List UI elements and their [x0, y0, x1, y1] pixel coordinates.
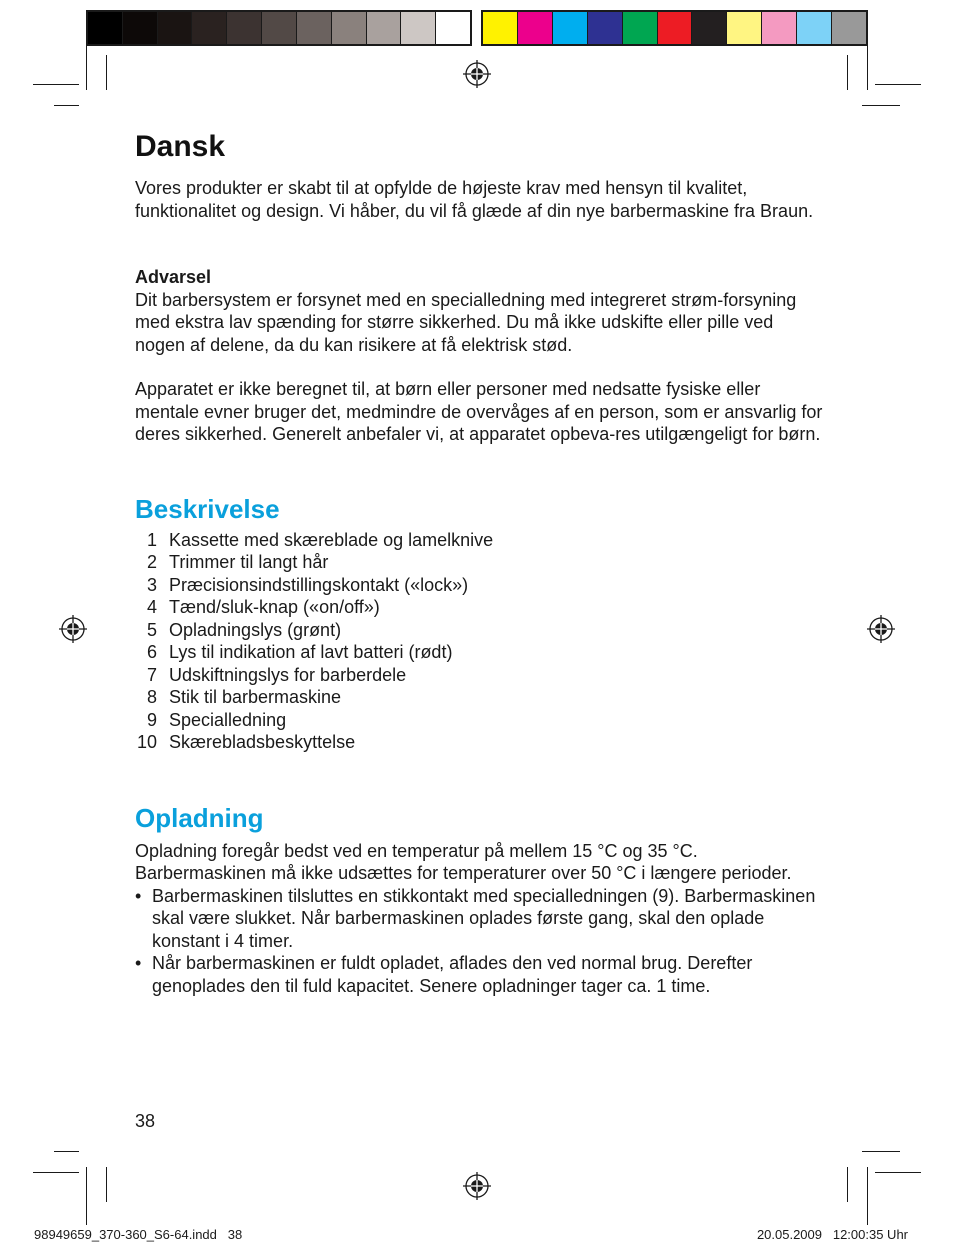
parts-list — [135, 529, 825, 754]
color-swatch — [762, 12, 797, 44]
warning-paragraph: Dit barbersystem er forsynet med en specialledning med integreret strøm-forsyning med ekstra lav spænding for større sikkerhed. Du må ikke udskifte eller pille ved nogen af delene, da du kan risikere at få elektrisk stød. — [135, 289, 797, 355]
list-item — [135, 574, 825, 597]
page-number: 38 — [135, 1111, 156, 1131]
list-item — [135, 551, 825, 574]
charging-heading: Opladning — [135, 802, 264, 833]
color-swatch — [436, 12, 470, 44]
crop-mark — [106, 55, 107, 90]
item-text: Opladningslys (grønt) — [169, 619, 342, 640]
color-swatch — [832, 12, 866, 44]
item-number: 1 — [146, 529, 157, 550]
item-number: 4 — [146, 597, 157, 617]
color-swatch — [588, 12, 623, 44]
children-warning-paragraph: Apparatet er ikke beregnet til, at børn eller personer med nedsatte fysiske eller mentale evner bruger det, medmindre de overvåges af en person, som er ansvarlig for deres sikkerhed. Generelt anbefaler vi, at apparatet opbeva-res utilgængeligt for børn. — [135, 379, 823, 444]
registration-mark-icon — [58, 614, 88, 644]
color-swatch — [192, 12, 227, 44]
color-swatch — [483, 12, 518, 44]
color-swatch — [367, 12, 402, 44]
color-swatch — [158, 12, 193, 44]
description-heading: Beskrivelse — [135, 493, 280, 524]
color-swatch — [297, 12, 332, 44]
color-swatch — [692, 12, 727, 44]
color-swatch — [123, 12, 158, 44]
crop-mark — [875, 1172, 921, 1173]
crop-mark — [106, 1167, 107, 1202]
crop-mark — [54, 105, 79, 106]
crop-mark — [867, 32, 868, 90]
list-item — [135, 664, 825, 687]
color-swatch — [401, 12, 436, 44]
bullet: • — [135, 953, 142, 973]
crop-mark — [867, 1167, 868, 1225]
crop-mark — [33, 84, 79, 85]
color-swatch — [623, 12, 658, 44]
list-item — [135, 952, 825, 997]
charging-bullets — [135, 885, 825, 998]
item-text: Kassette med skæreblade og lamelknive — [169, 529, 494, 550]
footer-filename: 98949659_370-360_S6-64.indd 38 — [34, 1227, 243, 1242]
registration-mark-icon — [866, 614, 896, 644]
item-text: Specialledning — [169, 709, 287, 730]
item-number: 3 — [146, 574, 157, 595]
list-item — [135, 709, 825, 732]
color-swatch — [797, 12, 832, 44]
crop-mark — [33, 1172, 79, 1173]
list-item — [135, 529, 825, 552]
list-item — [135, 885, 825, 953]
list-item — [135, 596, 825, 619]
page-content — [135, 128, 825, 997]
item-number: 9 — [146, 709, 157, 730]
crop-mark — [86, 1167, 87, 1225]
color-swatch — [227, 12, 262, 44]
item-text: Trimmer til langt hår — [169, 552, 329, 572]
color-swatch — [727, 12, 762, 44]
crop-mark — [862, 1151, 900, 1152]
item-text: Skærebladsbeskyttelse — [169, 732, 356, 752]
item-number: 2 — [146, 552, 157, 572]
item-number: 8 — [146, 687, 157, 707]
intro-paragraph: Vores produkter er skabt til at opfylde de højeste krav med hensyn til kvalitet, funktionalitet og design. Vi håber, du vil få glæde af din nye barbermaskine fra Braun. — [135, 178, 814, 221]
crop-mark — [875, 84, 921, 85]
color-swatch — [262, 12, 297, 44]
color-swatch — [88, 12, 123, 44]
crop-mark — [86, 32, 87, 90]
color-swatch — [658, 12, 693, 44]
list-item — [135, 619, 825, 642]
color-bar-grayscale — [86, 10, 472, 46]
crop-mark — [862, 105, 900, 106]
crop-mark — [54, 1151, 79, 1152]
item-text: Lys til indikation af lavt batteri (rødt) — [169, 642, 453, 662]
charging-intro: Opladning foregår bedst ved en temperatur på mellem 15 °C og 35 °C. Barbermaskinen må ikke udsættes for temperaturer over 50 °C i længere perioder. — [135, 840, 792, 883]
color-swatch — [332, 12, 367, 44]
crop-mark — [847, 55, 848, 90]
item-text: Udskiftningslys for barberdele — [169, 664, 407, 685]
bullet-text: Barbermaskinen tilsluttes en stikkontakt med specialledningen (9). Barbermaskinen skal være slukket. Når barbermaskinen oplades første gang, skal den oplade konstant i 4 timer. — [152, 885, 816, 951]
registration-mark-icon — [462, 59, 492, 89]
footer-timestamp: 20.05.2009 12:00:35 Uhr — [756, 1227, 908, 1242]
list-item — [135, 731, 825, 754]
item-text: Præcisionsindstillingskontakt («lock») — [169, 574, 469, 595]
list-item — [135, 641, 825, 664]
item-text: Stik til barbermaskine — [169, 687, 342, 707]
bullet: • — [135, 885, 142, 906]
item-number: 10 — [136, 732, 157, 752]
item-number: 7 — [146, 664, 157, 685]
registration-mark-icon — [462, 1171, 492, 1201]
item-number: 6 — [146, 642, 157, 662]
color-swatch — [518, 12, 553, 44]
color-swatch — [553, 12, 588, 44]
crop-mark — [847, 1167, 848, 1202]
warning-heading: Advarsel — [135, 267, 212, 287]
color-bar-process — [481, 10, 868, 46]
list-item — [135, 686, 825, 709]
item-text: Tænd/sluk-knap («on/off») — [169, 597, 380, 617]
page-title: Dansk — [135, 130, 226, 163]
bullet-text: Når barbermaskinen er fuldt opladet, aflades den ved normal brug. Derefter genoplades den til fuld kapacitet. Senere opladninger tager ca. 1 time. — [152, 953, 753, 996]
item-number: 5 — [146, 619, 157, 640]
